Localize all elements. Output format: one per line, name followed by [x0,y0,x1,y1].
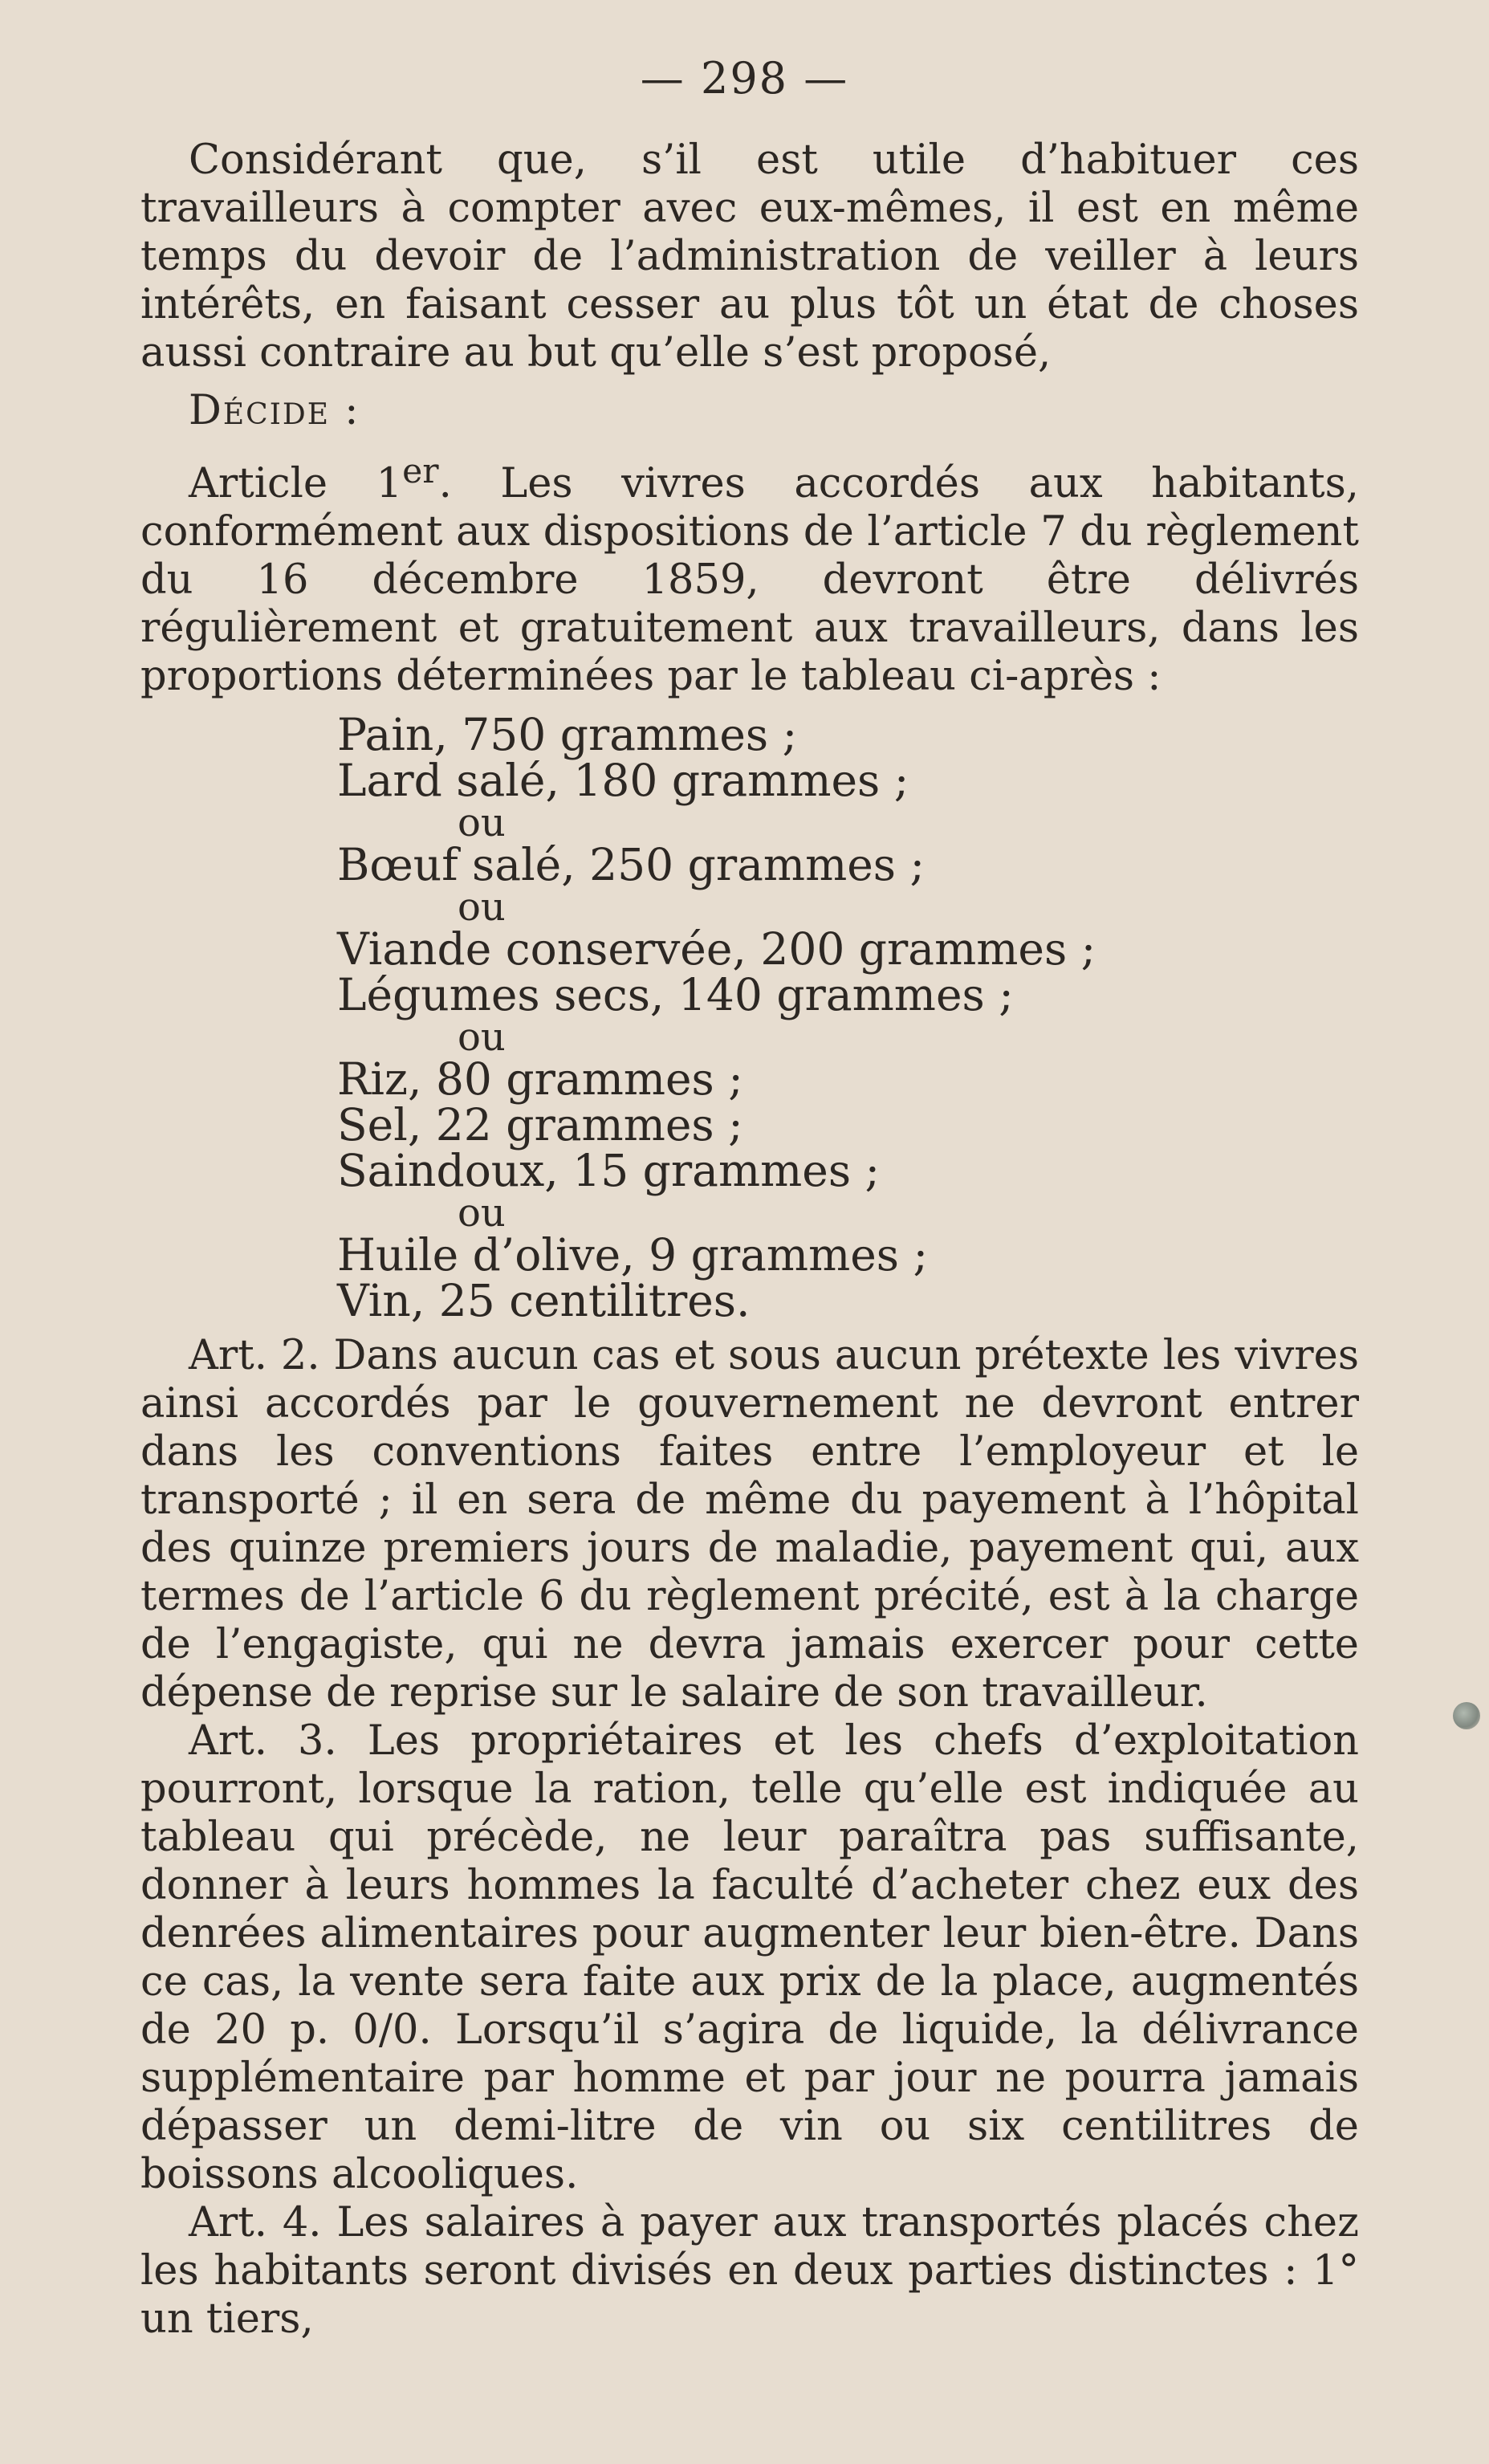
page-number: — 298 — [640,53,849,104]
article-1-paragraph [140,448,1359,701]
decide-heading: Décide : [189,387,360,434]
ration-alternative: ou [458,800,506,845]
ration-item: Sel, 22 grammes ; [337,1099,743,1151]
paper-blemish [1453,1702,1480,1729]
ration-item: Riz, 80 grammes ; [337,1053,743,1105]
ration-item: Huile d’olive, 9 grammes ; [337,1229,929,1281]
ration-item: Vin, 25 centilitres. [337,1275,751,1326]
ration-item: Saindoux, 15 grammes ; [337,1145,881,1196]
article-1-text: . Les vivres accordés aux habitants, conformément aux dispositions de l’article 7 du règlement du 16 décembre 1859, devront être délivrés régulièrement et gratuitement aux travailleurs, dans les proportions déterminées par le tableau ci-après : [140,460,1359,700]
ration-item: Viande conservée, 200 grammes ; [337,923,1096,975]
ration-alternative: ou [458,885,506,930]
page-body [140,136,1359,2344]
ration-item: Bœuf salé, 250 grammes ; [337,839,926,890]
article-4-paragraph: Art. 4. Les salaires à payer aux transportés placés chez les habitants seront divisés en deux parties distinctes : 1° un tiers, [140,2199,1359,2343]
ration-alternative: ou [458,1191,506,1236]
article-1-ordinal: er [402,452,439,491]
ration-item: Pain, 750 grammes ; [337,709,798,760]
ration-list [337,709,1359,1326]
ration-item: Légumes secs, 140 grammes ; [337,969,1014,1020]
preamble-paragraph: Considérant que, s’il est utile d’habituer ces travailleurs à compter avec eux-mêmes, il est en même temps du devoir de l’administration de veiller à leurs intérêts, en faisant cesser au plus tôt un état de choses aussi contraire au but qu’elle s’est proposé, [140,136,1359,377]
article-3-paragraph: Art. 3. Les propriétaires et les chefs d’exploitation pourront, lorsque la ration, telle qu’elle est indiquée au tableau qui précède, ne leur paraîtra pas suffisante, donner à leurs hommes la faculté d’acheter chez eux des denrées alimentaires pour augmenter leur bien-être. Dans ce cas, la vente sera faite aux prix de la place, augmentés de 20 p. 0/0. Lorsqu’il s’agira de liquide, la délivrance supplémentaire par homme et par jour ne pourra jamais dépasser un demi-litre de vin ou six centilitres de boissons alcooliques. [140,1717,1359,2198]
article-1-label: Article 1 [189,460,403,507]
article-2-paragraph: Art. 2. Dans aucun cas et sous aucun prétexte les vivres ainsi accordés par le gouvernement ne devront entrer dans les conventions faites entre l’employeur et le transporté ; il en sera de même du payement à l’hôpital des quinze premiers jours de maladie, payement qui, aux termes de l’article 6 du règlement précité, est à la charge de l’engagiste, qui ne devra jamais exercer pour cette dépense de reprise sur le salaire de son travailleur. [140,1332,1359,1717]
ration-item: Lard salé, 180 grammes ; [337,755,909,806]
ration-alternative: ou [458,1015,506,1060]
